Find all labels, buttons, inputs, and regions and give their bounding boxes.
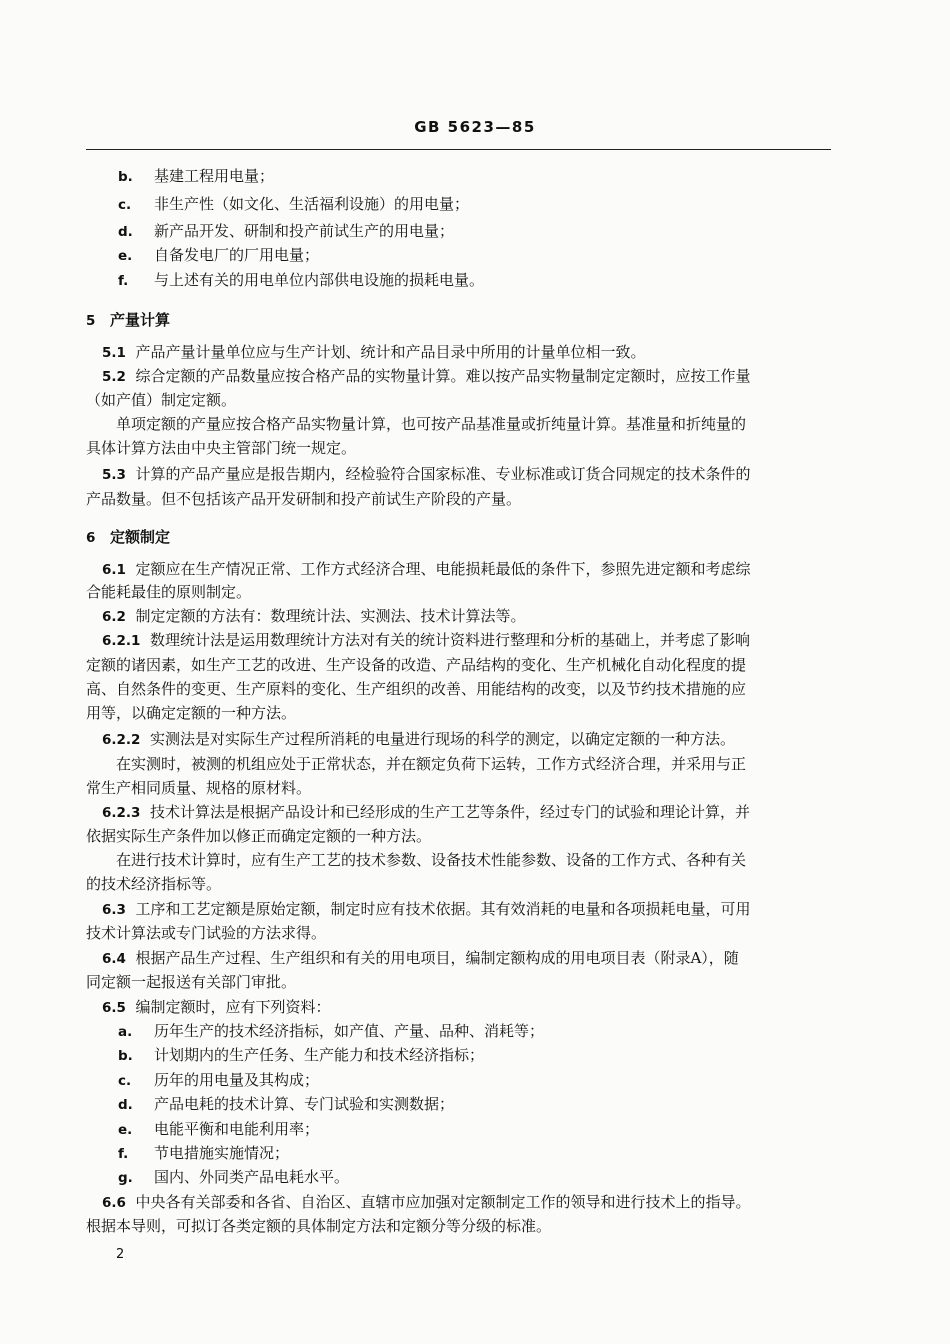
clause-number: 5.2 (102, 369, 126, 385)
list-key: c. (118, 1073, 132, 1089)
clause-5-1 (86, 340, 847, 365)
clause-5-3 (86, 462, 847, 487)
paragraph-6-2-2b: 在实测时，被测的机组应处于正常状态，并在额定负荷下运转，工作方式经济合理，并采用与正 (116, 755, 747, 773)
clause-6-2-1-cont: 定额的诸因素，如生产工艺的改进、生产设备的改造、产品结构的变化、生产机械化自动化程度的提 (86, 656, 747, 674)
section-title: 定额制定 (110, 528, 171, 546)
list-key: b. (118, 1048, 133, 1064)
clause-text: 工序和工艺定额是原始定额，制定时应有技术依据。其有效消耗的电量和各项损耗电量，可用 (135, 900, 751, 918)
list-text: 历年生产的技术经济指标，如产值、产量、品种、消耗等； (154, 1022, 545, 1040)
clause-5-2-cont: （如产值）制定定额。 (86, 391, 237, 409)
clause-text: 定额应在生产情况正常、工作方式经济合理、电能损耗最低的条件下，参照先进定额和考虑综 (135, 560, 751, 578)
clause-5-3-cont: 产品数量。但不包括该产品开发研制和投产前试生产阶段的产量。 (86, 490, 522, 508)
list-item (118, 164, 274, 189)
clause-6-2-3-cont: 依据实际生产条件加以修正而确定定额的一种方法。 (86, 827, 432, 845)
clause-text: 中央各有关部委和各省、自治区、直辖市应加强对定额制定工作的领导和进行技术上的指导。 (135, 1193, 751, 1211)
clause-text: 根据产品生产过程、生产组织和有关的用电项目，编制定额构成的用电项目表（附录A），随 (135, 949, 739, 967)
list-text: 产品电耗的技术计算、专门试验和实测数据； (154, 1095, 455, 1113)
list-key: e. (118, 248, 133, 264)
list-text: 计划期内的生产任务、生产能力和技术经济指标； (154, 1046, 485, 1064)
clause-number: 5.3 (102, 467, 126, 483)
list-text: 节电措施实施情况； (154, 1144, 290, 1162)
clause-6-2-1 (86, 628, 847, 653)
clause-number: 6.2.1 (102, 633, 141, 649)
clause-6-1-cont: 合能耗最佳的原则制定。 (86, 583, 252, 601)
clause-text: 产品产量计量单位应与生产计划、统计和产品目录中所用的计量单位相一致。 (135, 343, 646, 361)
list-text: 自备发电厂的厂用电量； (154, 246, 320, 264)
clause-number: 6.1 (102, 562, 126, 578)
paragraph-6-2-3b: 在进行技术计算时，应有生产工艺的技术参数、设备技术性能参数、设备的工作方式、各种有关 (116, 851, 747, 869)
list-item (118, 1141, 289, 1166)
section-title: 产量计算 (110, 311, 171, 329)
clause-6-5 (86, 995, 847, 1020)
clause-6-4-cont: 同定额一起报送有关部门审批。 (86, 973, 297, 991)
clause-6-3 (86, 897, 847, 922)
section-heading-6 (86, 525, 831, 550)
clause-6-2 (86, 604, 847, 629)
list-text: 国内、外同类产品电耗水平。 (154, 1168, 350, 1186)
list-key: b. (118, 169, 133, 185)
clause-6-6-cont: 根据本导则，可拟订各类定额的具体制定方法和定额分等分级的标准。 (86, 1217, 552, 1235)
clause-number: 6.5 (102, 1000, 126, 1016)
section-number: 5 (86, 313, 96, 329)
clause-number: 6.2.2 (102, 732, 141, 748)
clause-number: 6.3 (102, 902, 126, 918)
clause-text: 数理统计法是运用数理统计方法对有关的统计资料进行整理和分析的基础上，并考虑了影响 (149, 631, 750, 649)
clause-5-2 (86, 364, 847, 389)
list-key: a. (118, 1024, 133, 1040)
list-item (118, 243, 319, 268)
list-key: d. (118, 1097, 133, 1113)
list-item (118, 1068, 319, 1093)
clause-6-6 (86, 1190, 847, 1215)
clause-text: 计算的产品产量应是报告期内，经检验符合国家标准、专业标准或订货合同规定的技术条件的 (135, 465, 751, 483)
list-text: 新产品开发、研制和投产前试生产的用电量； (154, 222, 455, 240)
section-number: 6 (86, 530, 96, 546)
list-text: 历年的用电量及其构成； (154, 1071, 320, 1089)
clause-6-4 (86, 946, 847, 971)
clause-number: 6.2 (102, 609, 126, 625)
list-key: g. (118, 1170, 133, 1186)
list-text: 与上述有关的用电单位内部供电设施的损耗电量。 (154, 271, 485, 289)
list-key: e. (118, 1122, 133, 1138)
clause-6-2-1-cont: 用等，以确定定额的一种方法。 (86, 704, 297, 722)
list-item (118, 219, 454, 244)
clause-6-2-2 (86, 727, 847, 752)
list-item (118, 1043, 484, 1068)
clause-number: 6.2.3 (102, 805, 141, 821)
clause-number: 6.4 (102, 951, 126, 967)
list-key: d. (118, 224, 133, 240)
clause-6-2-1-cont: 高、自然条件的变更、生产原料的变化、生产组织的改善、用能结构的改变，以及节约技术措施的应 (86, 680, 747, 698)
list-text: 电能平衡和电能利用率； (154, 1120, 320, 1138)
list-key: c. (118, 197, 132, 213)
list-item (118, 268, 484, 293)
page-number: 2 (116, 1247, 125, 1262)
clause-text: 编制定额时，应有下列资料： (135, 998, 331, 1016)
paragraph-6-2-2b-cont: 常生产相同质量、规格的原材料。 (86, 779, 312, 797)
list-key: f. (118, 273, 129, 289)
list-item (118, 1117, 319, 1142)
paragraph-5-2b-cont: 具体计算方法由中央主管部门统一规定。 (86, 439, 357, 457)
section-heading-5 (86, 308, 831, 333)
list-text: 基建工程用电量； (154, 167, 275, 185)
list-text: 非生产性（如文化、生活福利设施）的用电量； (154, 195, 470, 213)
standard-number-header: GB 5623—85 (414, 118, 536, 136)
clause-6-2-3 (86, 800, 847, 825)
paragraph-5-2b: 单项定额的产量应按合格产品实物量计算，也可按产品基准量或折纯量计算。基准量和折纯量的 (116, 415, 747, 433)
list-key: f. (118, 1146, 129, 1162)
clause-number: 5.1 (102, 345, 126, 361)
list-item (118, 1019, 544, 1044)
list-item (118, 1165, 349, 1190)
clause-text: 综合定额的产品数量应按合格产品的实物量计算。难以按产品实物量制定定额时，应按工作量 (135, 367, 751, 385)
clause-text: 制定定额的方法有：数理统计法、实测法、技术计算法等。 (135, 607, 526, 625)
header-rule (86, 149, 831, 150)
list-item (118, 1092, 454, 1117)
clause-text: 实测法是对实际生产过程所消耗的电量进行现场的科学的测定，以确定定额的一种方法。 (149, 730, 735, 748)
clause-6-1 (86, 557, 847, 582)
list-item (118, 192, 469, 217)
clause-number: 6.6 (102, 1195, 126, 1211)
clause-6-3-cont: 技术计算法或专门试验的方法求得。 (86, 924, 327, 942)
paragraph-6-2-3b-cont: 的技术经济指标等。 (86, 875, 222, 893)
clause-text: 技术计算法是根据产品设计和已经形成的生产工艺等条件，经过专门的试验和理论计算，并 (149, 803, 750, 821)
